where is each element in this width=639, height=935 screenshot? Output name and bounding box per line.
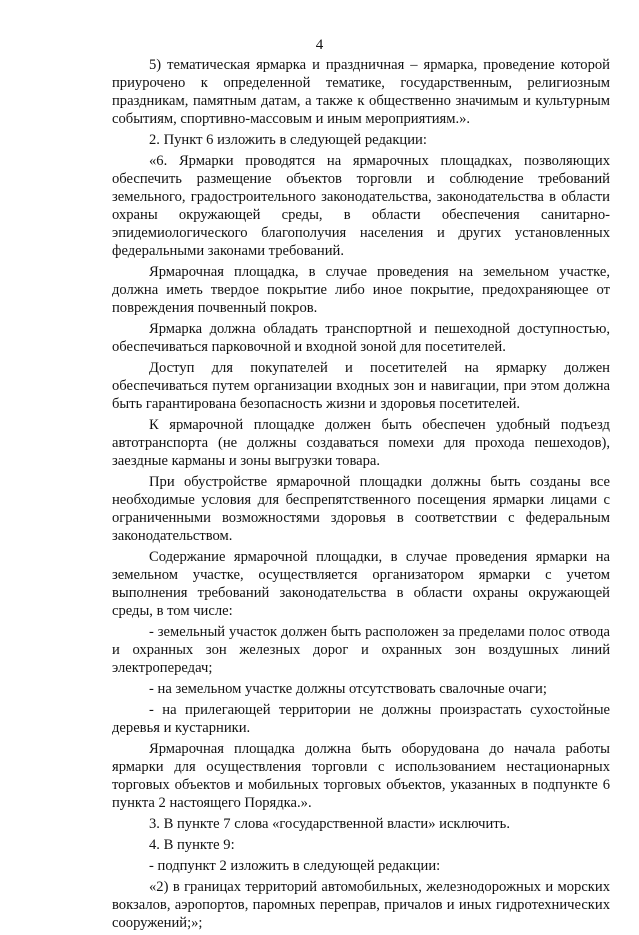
page-number: 4: [315, 37, 324, 53]
list-item: - на прилегающей территории не должны произрастать сухостойные деревья и кустарники.: [112, 702, 610, 736]
list-item: - земельный участок должен быть расположен за пределами полос отвода и охранных зон железных дорог и охранных зон воздушных линий электропередач;: [112, 624, 610, 676]
paragraph: «6. Ярмарки проводятся на ярмарочных площадках, позволяющих обеспечить размещение объектов торговли и соблюдение требований земельного, градостроительного законодательства, законодательства в области охраны окружающей среды, в области обеспечения санитарно-эпидемиологического благополучия населения и других установленных федеральными законами требований.: [112, 153, 610, 259]
paragraph: При обустройстве ярмарочной площадки должны быть созданы все необходимые условия для беспрепятственного посещения ярмарки лицами с ограниченными возможностями здоровья в соответствии с федеральным законодательством.: [112, 474, 610, 544]
paragraph: Ярмарочная площадка должна быть оборудована до начала работы ярмарки для осуществления торговли с использованием нестационарных торговых объектов и мобильных торговых объектов, указанных в подпункте 6 пункта 2 настоящего Порядка.».: [112, 741, 610, 811]
paragraph: Содержание ярмарочной площадки, в случае проведения ярмарки на земельном участке, осуществляется организатором ярмарки с учетом выполнения требований законодательства в области охраны окружающей среды, в том числе:: [112, 549, 610, 619]
paragraph: Ярмарка должна обладать транспортной и пешеходной доступностью, обеспечиваться парковочной и входной зоной для посетителей.: [112, 321, 610, 355]
paragraph: Доступ для покупателей и посетителей на ярмарку должен обеспечиваться путем организации входных зон и навигации, при этом должна быть гарантирована безопасность жизни и здоровья посетителей.: [112, 360, 610, 412]
paragraph: Ярмарочная площадка, в случае проведения на земельном участке, должна иметь твердое покрытие либо иное покрытие, предохраняющее от повреждения почвенный покров.: [112, 264, 610, 316]
paragraph: «2) в границах территорий автомобильных, железнодорожных и морских вокзалов, аэропортов, паромных переправ, причалов и иных гидротехнических сооружений;»;: [112, 879, 610, 931]
list-item: - на земельном участке должны отсутствовать свалочные очаги;: [149, 681, 547, 697]
paragraph: 2. Пункт 6 изложить в следующей редакции:: [149, 132, 427, 148]
paragraph: 5) тематическая ярмарка и праздничная – ярмарка, проведение которой приурочено к определенной тематике, государственным, религиозным праздникам, памятным датам, а также к общественно значимым и культурным событиям, спортивно-массовым и иным мероприятиям.».: [112, 57, 610, 127]
paragraph: 4. В пункте 9:: [149, 837, 235, 853]
list-item: - подпункт 2 изложить в следующей редакции:: [149, 858, 441, 874]
paragraph: К ярмарочной площадке должен быть обеспечен удобный подъезд автотранспорта (не должны создаваться помехи для прохода пешеходов), заездные карманы и зоны выгрузки товара.: [112, 417, 610, 469]
document-body: [112, 56, 610, 935]
paragraph: 3. В пункте 7 слова «государственной власти» исключить.: [149, 816, 510, 832]
